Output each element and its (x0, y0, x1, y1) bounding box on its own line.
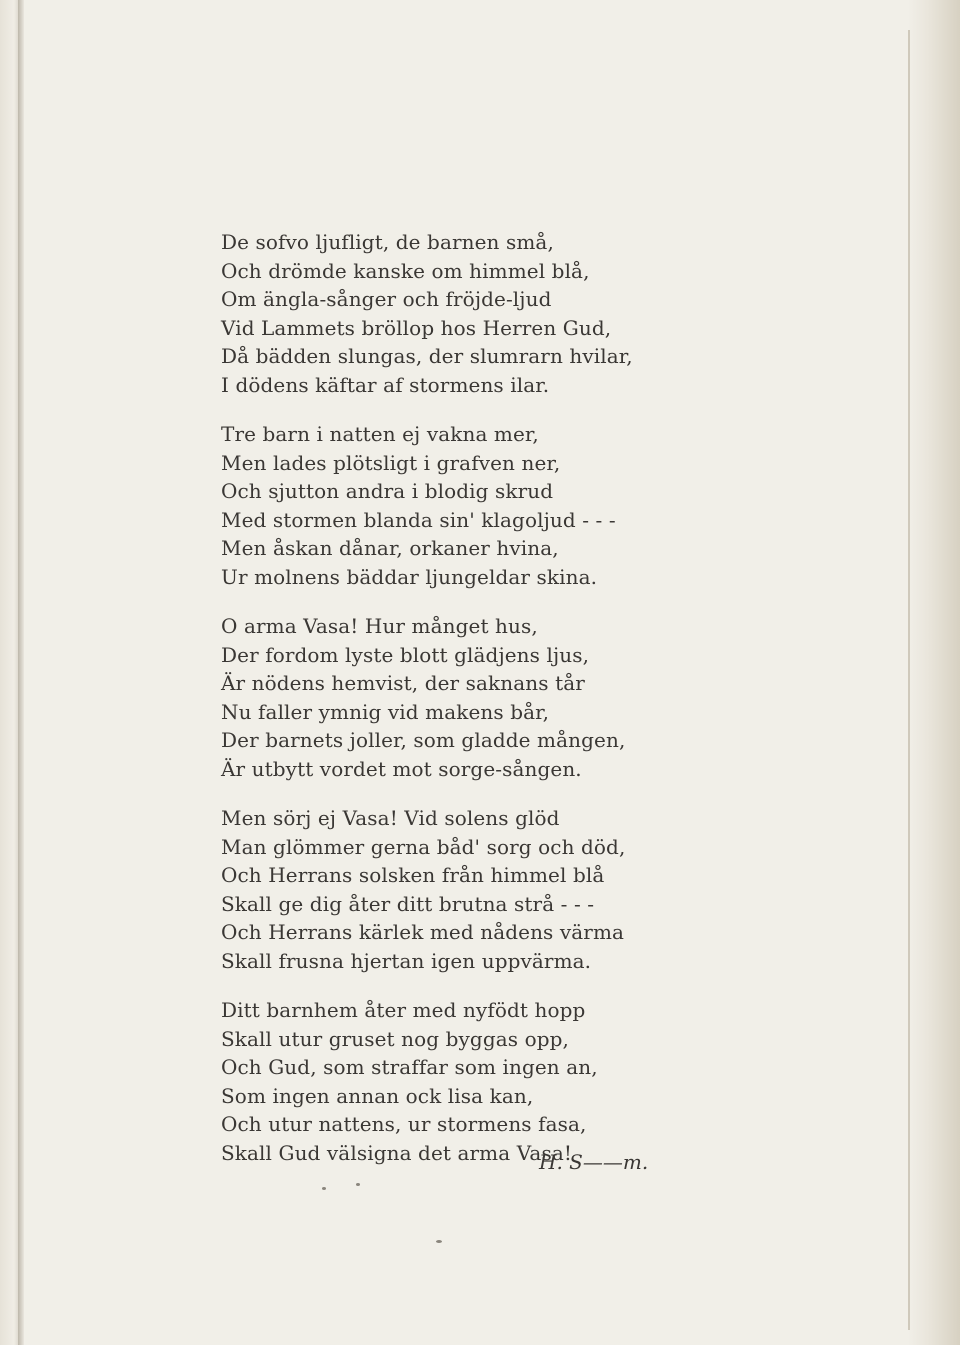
poem-line: O arma Vasa! Hur månget hus, (221, 614, 538, 638)
ink-speck (322, 1187, 326, 1190)
stanza-5 (221, 996, 701, 1167)
poem-line: Ditt barnhem åter med nyfödt hopp (221, 998, 586, 1022)
poem-line: Och sjutton andra i blodig skrud (221, 479, 554, 503)
stanza-2 (221, 420, 701, 591)
poem-line: Och Herrans solsken från himmel blå (221, 863, 605, 887)
poem-line: Och drömde kanske om himmel blå, (221, 258, 590, 283)
poem-line: Skall Gud välsigna det arma Vasa! (221, 1140, 572, 1165)
poem-line: Men lades plötsligt i grafven ner, (221, 450, 561, 475)
poem-line: Är nödens hemvist, der saknans tår (221, 671, 585, 695)
left-page-edge (0, 0, 20, 1345)
poem-line: Man glömmer gerna båd' sorg och död, (221, 834, 626, 859)
poem-line: Vid Lammets bröllop hos Herren Gud, (221, 315, 612, 340)
poem-line: Och Gud, som straffar som ingen an, (221, 1055, 598, 1079)
poem-line: Då bädden slungas, der slumrarn hvilar, (221, 344, 633, 368)
poem-line: Der barnets joller, som gladde mången, (221, 728, 626, 752)
poem-line: De sofvo ljufligt, de barnen små, (221, 230, 554, 254)
poem-line: Nu faller ymnig vid makens bår, (221, 699, 550, 724)
binding-shadow (18, 0, 24, 1345)
right-margin-rule (908, 30, 910, 1330)
poem-line: Tre barn i natten ej vakna mer, (221, 422, 539, 446)
stanza-1 (221, 228, 701, 399)
stanza-3 (221, 612, 701, 783)
poem-line: Men sörj ej Vasa! Vid solens glöd (221, 806, 560, 830)
poem-line: Som ingen annan ock lisa kan, (221, 1083, 534, 1108)
ink-speck (436, 1240, 442, 1243)
poem (221, 228, 701, 1188)
poem-line: Och Herrans kärlek med nådens värma (221, 920, 625, 944)
right-page-edge (908, 0, 960, 1345)
poem-line: Med stormen blanda sin' klagoljud - - - (221, 507, 616, 532)
poem-line: Skall frusna hjertan igen uppvärma. (221, 948, 592, 973)
poem-line: Men åskan dånar, orkaner hvina, (221, 536, 559, 560)
stanza-4 (221, 804, 701, 975)
poem-line: Om ängla-sånger och fröjde-ljud (221, 287, 552, 311)
poem-line: Och utur nattens, ur stormens fasa, (221, 1112, 587, 1136)
poem-line: Är utbytt vordet mot sorge-sången. (221, 756, 582, 781)
ink-speck (356, 1183, 360, 1186)
poem-line: Skall ge dig åter ditt brutna strå - - - (221, 891, 595, 916)
poem-line: Skall utur gruset nog byggas opp, (221, 1026, 569, 1051)
poem-line: Ur molnens bäddar ljungeldar skina. (221, 564, 598, 589)
poem-line: Der fordom lyste blott glädjens ljus, (221, 642, 590, 667)
author-signature: H. S——m. (539, 1150, 649, 1174)
poem-line: I dödens käftar af stormens ilar. (221, 372, 550, 397)
